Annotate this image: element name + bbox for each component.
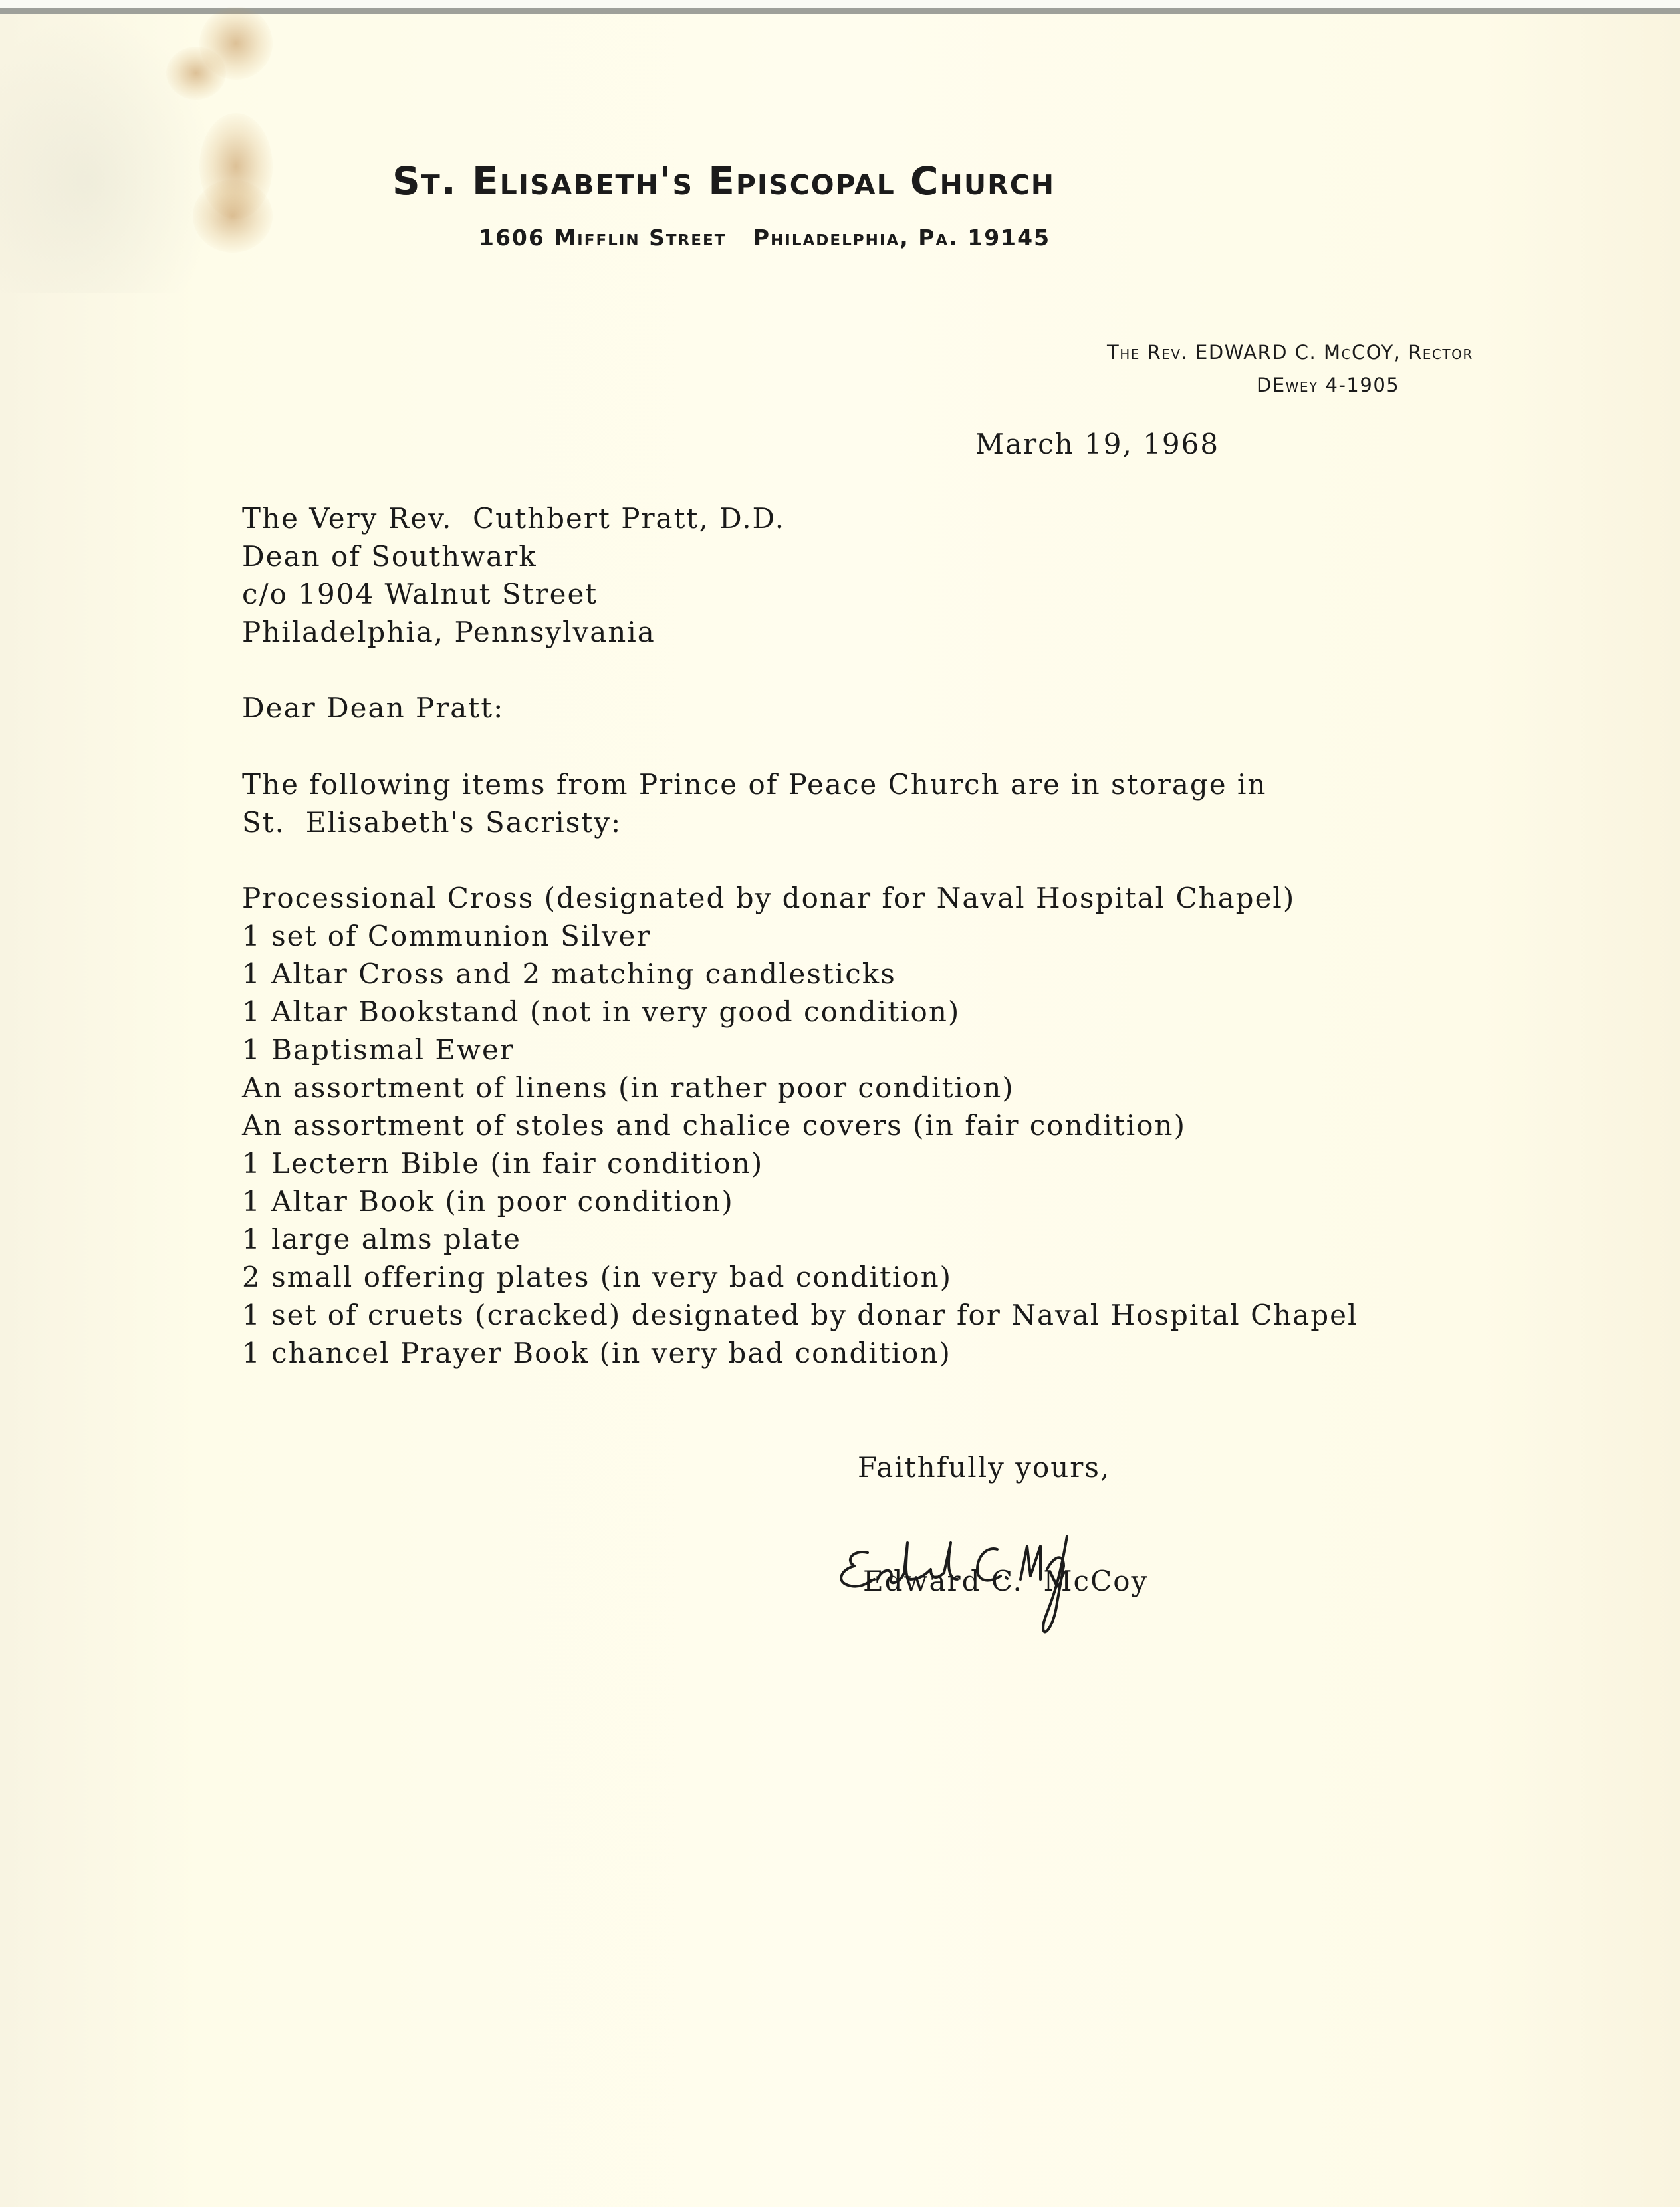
recipient-line: c/o 1904 Walnut Street bbox=[242, 578, 598, 610]
recipient-line: Philadelphia, Pennsylvania bbox=[242, 616, 656, 648]
recipient-line: The Very Rev. Cuthbert Pratt, D.D. bbox=[242, 502, 786, 535]
rust-stain bbox=[193, 180, 273, 253]
intro-line: The following items from Prince of Peace Church are in storage in bbox=[242, 768, 1267, 801]
inventory-item: Processional Cross (designated by donar for Naval Hospital Chapel) bbox=[242, 882, 1296, 914]
inventory-item: 1 large alms plate bbox=[242, 1223, 522, 1255]
inventory-item: 1 set of cruets (cracked) designated by donar for Naval Hospital Chapel bbox=[242, 1299, 1358, 1331]
church-name: St. Elisabeth's Episcopal Church bbox=[392, 158, 1056, 203]
inventory-item: An assortment of stoles and chalice covers (in fair condition) bbox=[242, 1109, 1186, 1142]
inventory-item: 1 Altar Book (in poor condition) bbox=[242, 1185, 734, 1218]
typed-signatory-name: Edward C. McCoy bbox=[863, 1565, 1149, 1597]
church-address: 1606 Mifflin Street Philadelphia, Pa. 19145 bbox=[479, 225, 1051, 251]
inventory-item: 1 Lectern Bible (in fair condition) bbox=[242, 1147, 764, 1180]
phone-line: DEwey 4-1905 bbox=[1257, 374, 1400, 396]
recipient-line: Dean of Southwark bbox=[242, 540, 537, 573]
inventory-item: 1 set of Communion Silver bbox=[242, 920, 652, 952]
inventory-item: 1 Altar Cross and 2 matching candlesticks bbox=[242, 958, 896, 990]
inventory-item: 2 small offering plates (in very bad condition) bbox=[242, 1261, 953, 1293]
letter-date: March 19, 1968 bbox=[975, 428, 1220, 460]
inventory-item: An assortment of linens (in rather poor condition) bbox=[242, 1071, 1015, 1104]
inventory-item: 1 chancel Prayer Book (in very bad condition) bbox=[242, 1337, 951, 1369]
rector-line: The Rev. EDWARD C. McCOY, Rector bbox=[1107, 341, 1473, 364]
closing: Faithfully yours, bbox=[858, 1451, 1111, 1484]
inventory-item: 1 Altar Bookstand (not in very good condition) bbox=[242, 995, 961, 1028]
salutation: Dear Dean Pratt: bbox=[242, 692, 505, 724]
intro-line: St. Elisabeth's Sacristy: bbox=[242, 806, 622, 839]
inventory-item: 1 Baptismal Ewer bbox=[242, 1033, 515, 1066]
rust-stain bbox=[166, 47, 226, 100]
